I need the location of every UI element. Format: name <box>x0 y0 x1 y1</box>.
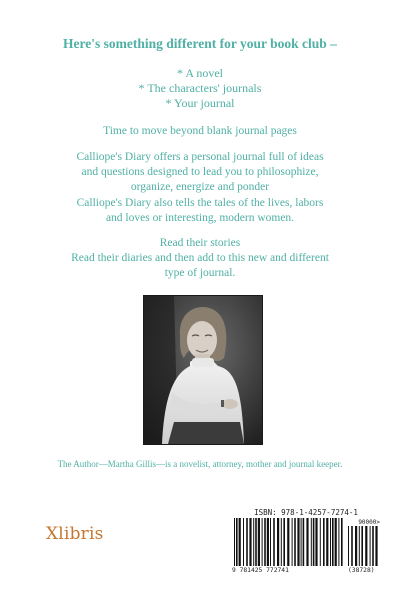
barcode-bar <box>281 518 282 566</box>
barcode-bar <box>375 526 377 566</box>
barcode-bar <box>320 518 321 566</box>
author-caption: The Author—Martha Gillis—is a novelist, attorney, mother and journal keeper. <box>57 459 343 469</box>
barcode-bar <box>249 518 251 566</box>
barcode-bar <box>335 518 337 566</box>
barcode-bar <box>355 526 357 566</box>
barcode-bar <box>267 518 269 566</box>
author-photo <box>144 296 262 444</box>
barcode-bar <box>294 518 296 566</box>
barcode-bar <box>315 518 317 566</box>
feature-item: * Your journal <box>165 96 235 110</box>
barcode-bar <box>246 518 248 566</box>
barcode-bar <box>297 518 299 566</box>
price-barcode-bars <box>346 526 380 568</box>
barcode-bar <box>292 518 293 566</box>
barcode-bar <box>258 518 260 566</box>
barcode-bars <box>232 518 344 566</box>
barcode-bar <box>311 518 312 566</box>
barcode-bar <box>323 518 325 566</box>
barcode-bar <box>264 518 266 566</box>
barcode-bar <box>313 518 315 566</box>
barcode-bar <box>372 526 374 566</box>
read-line: Read their diaries and then add to this new and different type of journal. <box>71 252 329 279</box>
barcode-bar <box>326 518 328 566</box>
barcode-bar <box>255 518 257 566</box>
isbn-barcode <box>232 508 380 576</box>
barcode-digits <box>232 567 380 574</box>
addon-digits: (38728) <box>348 567 375 574</box>
ean-digits: 9 781425 772741 <box>232 567 289 574</box>
barcode-bar <box>243 518 244 566</box>
barcode-bar <box>330 518 331 566</box>
barcode-bar <box>270 518 271 566</box>
barcode-bar <box>236 518 238 566</box>
feature-list <box>0 66 400 111</box>
barcode-bar <box>253 518 254 566</box>
price-code: 90000> <box>358 519 380 526</box>
barcode-bar <box>273 518 275 566</box>
barcode-bar <box>306 518 308 566</box>
barcode-bar <box>262 518 263 566</box>
time-line: Time to move beyond blank journal pages <box>103 125 297 137</box>
feature-item: * A novel <box>176 66 223 80</box>
barcode-bar <box>234 518 235 566</box>
barcode-bar <box>301 518 302 566</box>
barcode-bar <box>277 518 279 566</box>
barcode-bar <box>365 526 367 566</box>
barcode-bar <box>283 518 285 566</box>
barcode-bar <box>303 518 305 566</box>
offers-paragraph: Calliope's Diary offers a personal journal full of ideas and questions designed to lead you to philosophize, organize, energize and ponder <box>76 151 324 193</box>
barcode-bar <box>370 526 371 566</box>
read-line: Read their stories <box>159 237 241 249</box>
barcode-bar <box>332 518 334 566</box>
barcode-bar <box>348 526 349 566</box>
barcode-bar <box>351 526 353 566</box>
read-paragraph <box>70 236 330 281</box>
publisher-logo: Xlibris <box>46 524 104 544</box>
isbn-label: ISBN: 978-1-4257-7274-1 <box>254 508 358 517</box>
tells-paragraph: Calliope's Diary also tells the tales of the lives, labors and loves or interesting, modern women. <box>76 197 324 224</box>
headline: Here's something different for your book club – <box>63 36 337 51</box>
barcode-bar <box>361 526 363 566</box>
barcode-bar <box>287 518 289 566</box>
barcode-bar <box>359 526 360 566</box>
barcode-bar <box>239 518 241 566</box>
barcode-bar <box>338 518 339 566</box>
barcode-bar <box>341 518 343 566</box>
feature-item: * The characters' journals <box>138 81 262 95</box>
